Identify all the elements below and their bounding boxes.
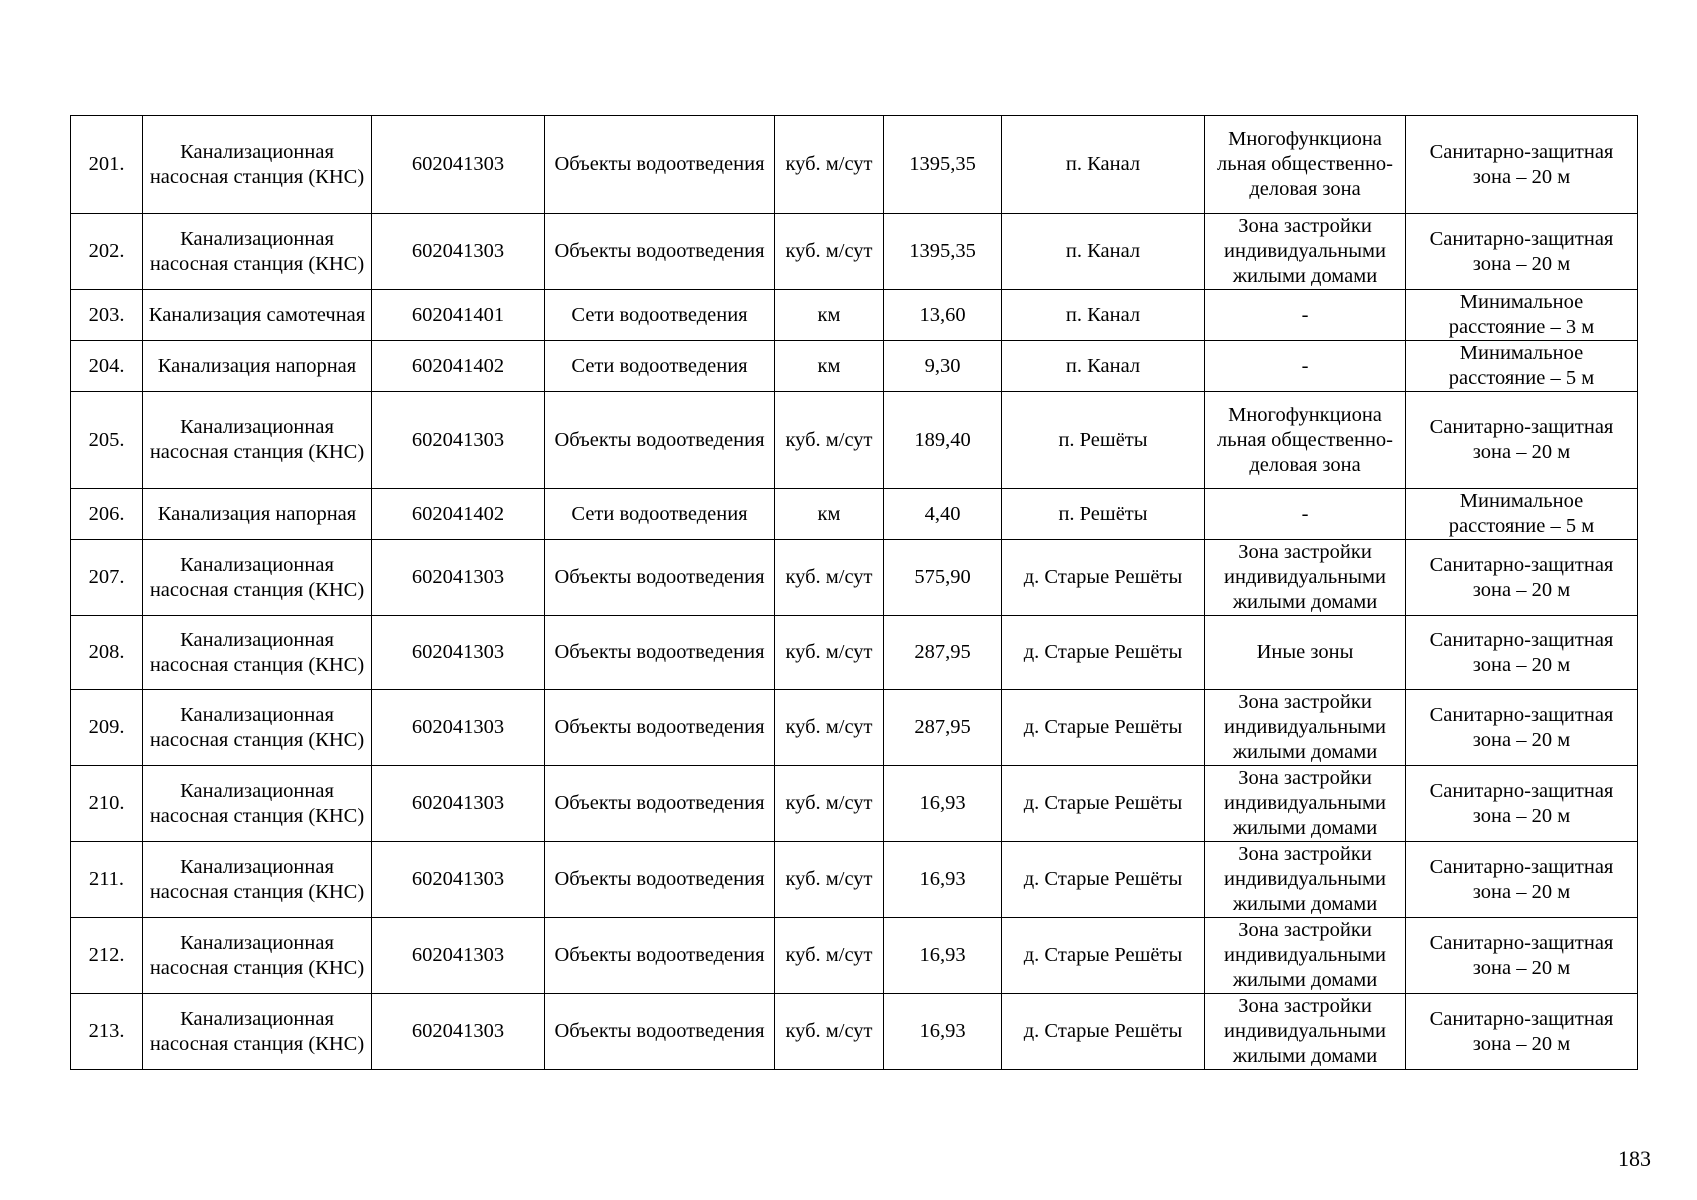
object-type-cell: Объекты водоотведения bbox=[545, 766, 775, 842]
unit-cell: км bbox=[775, 290, 884, 341]
unit-cell: куб. м/сут bbox=[775, 766, 884, 842]
object-code-cell: 602041303 bbox=[372, 116, 545, 214]
zone-cell: Зона застройки индивидуальными жилыми домами bbox=[1205, 918, 1406, 994]
restriction-cell: Санитарно-защитная зона – 20 м bbox=[1406, 690, 1638, 766]
object-name-cell: Канализационная насосная станция (КНС) bbox=[143, 116, 372, 214]
restriction-cell: Санитарно-защитная зона – 20 м bbox=[1406, 116, 1638, 214]
object-type-cell: Объекты водоотведения bbox=[545, 392, 775, 489]
object-type-cell: Сети водоотведения bbox=[545, 489, 775, 540]
unit-cell: куб. м/сут bbox=[775, 690, 884, 766]
object-type-cell: Объекты водоотведения bbox=[545, 616, 775, 690]
row-number-cell: 205. bbox=[71, 392, 143, 489]
location-cell: п. Канал bbox=[1002, 290, 1205, 341]
object-type-cell: Объекты водоотведения bbox=[545, 116, 775, 214]
location-cell: п. Решёты bbox=[1002, 489, 1205, 540]
object-type-cell: Сети водоотведения bbox=[545, 341, 775, 392]
table-row bbox=[71, 842, 1638, 918]
value-cell: 16,93 bbox=[884, 918, 1002, 994]
value-cell: 575,90 bbox=[884, 540, 1002, 616]
object-type-cell: Объекты водоотведения bbox=[545, 918, 775, 994]
object-type-cell: Сети водоотведения bbox=[545, 290, 775, 341]
table-row bbox=[71, 341, 1638, 392]
row-number-cell: 212. bbox=[71, 918, 143, 994]
object-code-cell: 602041303 bbox=[372, 690, 545, 766]
object-code-cell: 602041402 bbox=[372, 341, 545, 392]
table-row bbox=[71, 994, 1638, 1070]
unit-cell: куб. м/сут bbox=[775, 994, 884, 1070]
table-row bbox=[71, 918, 1638, 994]
table-row bbox=[71, 540, 1638, 616]
zone-cell: - bbox=[1205, 489, 1406, 540]
zone-cell: Зона застройки индивидуальными жилыми домами bbox=[1205, 214, 1406, 290]
location-cell: д. Старые Решёты bbox=[1002, 918, 1205, 994]
row-number-cell: 213. bbox=[71, 994, 143, 1070]
restriction-cell: Санитарно-защитная зона – 20 м bbox=[1406, 842, 1638, 918]
location-cell: п. Канал bbox=[1002, 116, 1205, 214]
object-code-cell: 602041303 bbox=[372, 994, 545, 1070]
object-name-cell: Канализация напорная bbox=[143, 489, 372, 540]
value-cell: 287,95 bbox=[884, 690, 1002, 766]
restriction-cell: Санитарно-защитная зона – 20 м bbox=[1406, 214, 1638, 290]
object-name-cell: Канализационная насосная станция (КНС) bbox=[143, 616, 372, 690]
value-cell: 1395,35 bbox=[884, 116, 1002, 214]
row-number-cell: 202. bbox=[71, 214, 143, 290]
zone-cell: Зона застройки индивидуальными жилыми домами bbox=[1205, 540, 1406, 616]
object-type-cell: Объекты водоотведения bbox=[545, 540, 775, 616]
zone-cell: Зона застройки индивидуальными жилыми домами bbox=[1205, 994, 1406, 1070]
table-row bbox=[71, 116, 1638, 214]
object-code-cell: 602041303 bbox=[372, 540, 545, 616]
object-type-cell: Объекты водоотведения bbox=[545, 842, 775, 918]
table-row bbox=[71, 489, 1638, 540]
object-code-cell: 602041303 bbox=[372, 918, 545, 994]
object-code-cell: 602041303 bbox=[372, 214, 545, 290]
row-number-cell: 208. bbox=[71, 616, 143, 690]
object-name-cell: Канализационная насосная станция (КНС) bbox=[143, 214, 372, 290]
row-number-cell: 209. bbox=[71, 690, 143, 766]
unit-cell: куб. м/сут bbox=[775, 116, 884, 214]
table-row bbox=[71, 690, 1638, 766]
value-cell: 4,40 bbox=[884, 489, 1002, 540]
row-number-cell: 207. bbox=[71, 540, 143, 616]
row-number-cell: 211. bbox=[71, 842, 143, 918]
zone-cell: Многофункциона льная общественно-деловая зона bbox=[1205, 392, 1406, 489]
unit-cell: куб. м/сут bbox=[775, 842, 884, 918]
object-code-cell: 602041303 bbox=[372, 392, 545, 489]
object-name-cell: Канализационная насосная станция (КНС) bbox=[143, 392, 372, 489]
table-row bbox=[71, 290, 1638, 341]
object-code-cell: 602041402 bbox=[372, 489, 545, 540]
restriction-cell: Минимальное расстояние – 5 м bbox=[1406, 489, 1638, 540]
location-cell: п. Канал bbox=[1002, 341, 1205, 392]
unit-cell: куб. м/сут bbox=[775, 214, 884, 290]
zone-cell: - bbox=[1205, 341, 1406, 392]
object-name-cell: Канализационная насосная станция (КНС) bbox=[143, 842, 372, 918]
location-cell: д. Старые Решёты bbox=[1002, 994, 1205, 1070]
restriction-cell: Санитарно-защитная зона – 20 м bbox=[1406, 994, 1638, 1070]
object-type-cell: Объекты водоотведения bbox=[545, 690, 775, 766]
location-cell: д. Старые Решёты bbox=[1002, 842, 1205, 918]
restriction-cell: Санитарно-защитная зона – 20 м bbox=[1406, 392, 1638, 489]
object-name-cell: Канализационная насосная станция (КНС) bbox=[143, 994, 372, 1070]
table-row bbox=[71, 766, 1638, 842]
zone-cell: Зона застройки индивидуальными жилыми домами bbox=[1205, 766, 1406, 842]
restriction-cell: Минимальное расстояние – 3 м bbox=[1406, 290, 1638, 341]
restriction-cell: Санитарно-защитная зона – 20 м bbox=[1406, 766, 1638, 842]
value-cell: 287,95 bbox=[884, 616, 1002, 690]
zone-cell: Многофункциона льная общественно-деловая зона bbox=[1205, 116, 1406, 214]
unit-cell: куб. м/сут bbox=[775, 392, 884, 489]
location-cell: п. Канал bbox=[1002, 214, 1205, 290]
unit-cell: км bbox=[775, 489, 884, 540]
unit-cell: куб. м/сут bbox=[775, 616, 884, 690]
page-number: 183 bbox=[1618, 1146, 1651, 1171]
object-name-cell: Канализационная насосная станция (КНС) bbox=[143, 766, 372, 842]
restriction-cell: Минимальное расстояние – 5 м bbox=[1406, 341, 1638, 392]
value-cell: 189,40 bbox=[884, 392, 1002, 489]
unit-cell: куб. м/сут bbox=[775, 540, 884, 616]
value-cell: 16,93 bbox=[884, 994, 1002, 1070]
value-cell: 9,30 bbox=[884, 341, 1002, 392]
location-cell: д. Старые Решёты bbox=[1002, 690, 1205, 766]
unit-cell: км bbox=[775, 341, 884, 392]
value-cell: 16,93 bbox=[884, 842, 1002, 918]
zone-cell: Зона застройки индивидуальными жилыми домами bbox=[1205, 842, 1406, 918]
object-type-cell: Объекты водоотведения bbox=[545, 994, 775, 1070]
table-body bbox=[71, 116, 1638, 1070]
unit-cell: куб. м/сут bbox=[775, 918, 884, 994]
object-code-cell: 602041401 bbox=[372, 290, 545, 341]
restriction-cell: Санитарно-защитная зона – 20 м bbox=[1406, 540, 1638, 616]
row-number-cell: 206. bbox=[71, 489, 143, 540]
location-cell: д. Старые Решёты bbox=[1002, 616, 1205, 690]
object-code-cell: 602041303 bbox=[372, 766, 545, 842]
row-number-cell: 210. bbox=[71, 766, 143, 842]
object-type-cell: Объекты водоотведения bbox=[545, 214, 775, 290]
zone-cell: Иные зоны bbox=[1205, 616, 1406, 690]
zone-cell: Зона застройки индивидуальными жилыми домами bbox=[1205, 690, 1406, 766]
row-number-cell: 203. bbox=[71, 290, 143, 341]
table-row bbox=[71, 214, 1638, 290]
table-row bbox=[71, 616, 1638, 690]
object-code-cell: 602041303 bbox=[372, 616, 545, 690]
row-number-cell: 201. bbox=[71, 116, 143, 214]
zone-cell: - bbox=[1205, 290, 1406, 341]
table-row bbox=[71, 392, 1638, 489]
object-name-cell: Канализация напорная bbox=[143, 341, 372, 392]
value-cell: 1395,35 bbox=[884, 214, 1002, 290]
row-number-cell: 204. bbox=[71, 341, 143, 392]
restriction-cell: Санитарно-защитная зона – 20 м bbox=[1406, 616, 1638, 690]
value-cell: 16,93 bbox=[884, 766, 1002, 842]
object-name-cell: Канализационная насосная станция (КНС) bbox=[143, 540, 372, 616]
location-cell: д. Старые Решёты bbox=[1002, 766, 1205, 842]
object-name-cell: Канализационная насосная станция (КНС) bbox=[143, 918, 372, 994]
object-code-cell: 602041303 bbox=[372, 842, 545, 918]
objects-table bbox=[70, 115, 1638, 1070]
restriction-cell: Санитарно-защитная зона – 20 м bbox=[1406, 918, 1638, 994]
object-name-cell: Канализационная насосная станция (КНС) bbox=[143, 690, 372, 766]
object-name-cell: Канализация самотечная bbox=[143, 290, 372, 341]
value-cell: 13,60 bbox=[884, 290, 1002, 341]
location-cell: п. Решёты bbox=[1002, 392, 1205, 489]
location-cell: д. Старые Решёты bbox=[1002, 540, 1205, 616]
